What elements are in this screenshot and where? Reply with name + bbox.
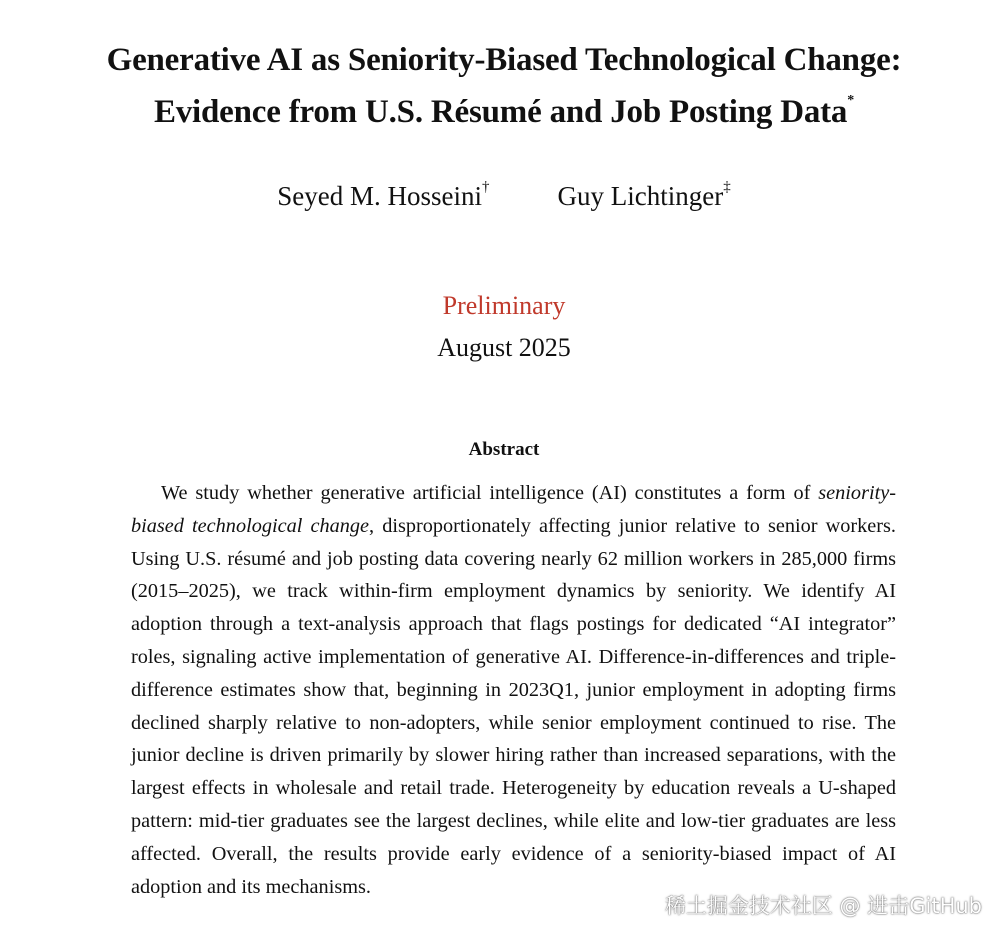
- publication-date: August 2025: [437, 333, 571, 362]
- abstract-body: [131, 477, 896, 903]
- author-list: [0, 178, 1008, 214]
- author-2-name: Guy Lichtinger: [557, 181, 724, 211]
- draft-status: Preliminary: [442, 291, 566, 320]
- abstract-heading: Abstract: [468, 439, 540, 460]
- paper-title-line-2-text: Evidence from U.S. Résumé and Job Posting Data: [153, 94, 848, 130]
- author-2-footnote-mark: ‡: [723, 179, 731, 195]
- abstract-emphasis: seniority-biased technological change: [131, 482, 896, 537]
- paper-title-line-1: Generative AI as Seniority-Biased Technological Change:: [106, 42, 902, 78]
- author-2: [558, 178, 731, 214]
- author-1-name: Seyed M. Hosseini: [277, 181, 483, 211]
- abstract-text-part-2: , disproportionately affecting junior relative to senior workers. Using U.S. résumé and job posting data covering nearly 62 million workers in 285,000 firms (2015–2025), we track within-firm employment dynamics by seniority. We identify AI adoption through a text-analysis approach that flags postings for dedicated “AI integrator” roles, signaling active implementation of generative AI. Difference-in-differences and triple-difference estimates show that, beginning in 2023Q1, junior employment in adopting firms declined sharply relative to non-adopters, while senior employment continued to rise. The junior decline is driven primarily by slower hiring rather than increased separations, with the largest effects in wholesale and retail trade. Heterogeneity by education reveals a U-shaped pattern: mid-tier graduates see the largest declines, while elite and low-tier graduates are less affected. Overall, the results provide early evidence of a seniority-biased impact of AI adoption and its mechanisms.: [131, 514, 896, 898]
- author-1-footnote-mark: †: [482, 179, 490, 195]
- title-footnote-mark: *: [847, 93, 855, 108]
- abstract-text-part-1: We study whether generative artificial intelligence (AI) constitutes a form of: [161, 482, 819, 504]
- author-1: [277, 178, 489, 214]
- platform-watermark: 稀土掘金技术社区 @ 进击GitHub: [664, 894, 982, 918]
- paper-title: [0, 34, 1008, 138]
- paper-title-line-2: [0, 86, 1008, 138]
